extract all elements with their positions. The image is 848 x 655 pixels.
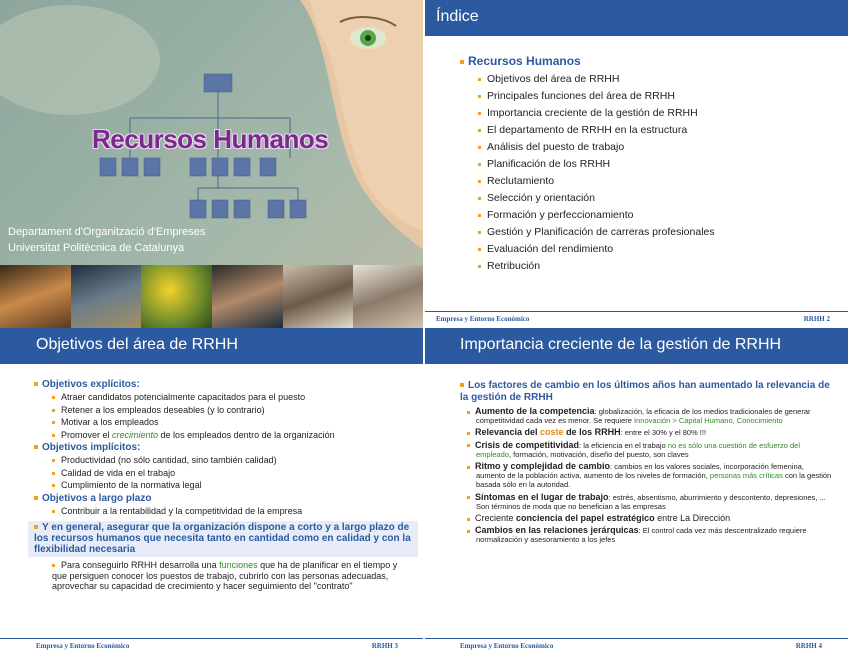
item-text: : entre el 30% y el 80% !!! — [620, 428, 707, 438]
item-title: de los RRHH — [563, 427, 621, 438]
bullet-dot-icon — [52, 510, 55, 513]
bullet-dot-icon — [52, 421, 55, 424]
list-item-text: Retribución — [487, 260, 541, 272]
footer-page: RRHH 3 — [371, 642, 398, 650]
long-term-heading — [34, 492, 404, 505]
item-text: : globalización, la eficacia de los medios tradicionales de generar competitividad cada vez es menor. Se requiere — [476, 407, 811, 426]
footer-course: Empresa y Entorno Económico — [36, 642, 130, 650]
list-item — [478, 173, 715, 190]
index-heading-text: Recursos Humanos — [468, 54, 581, 68]
cover-photo-strip — [0, 265, 424, 328]
highlight-text — [34, 522, 412, 555]
bullet-dot-icon — [52, 434, 55, 437]
bullet-square-icon — [34, 382, 38, 386]
item-highlight: personas más críticas — [709, 471, 783, 481]
highlight-box — [28, 521, 418, 557]
item-title: Ritmo y complejidad de cambio — [475, 461, 611, 472]
list-item-text: Contribuir a la rentabilidad y la competitividad de la empresa — [61, 505, 303, 516]
list-item — [52, 479, 404, 492]
item-text: , formación, motivación, diseño del puesto, son claves — [508, 449, 689, 459]
list-item-text: Objetivos del área de RRHH — [487, 73, 620, 85]
list-item — [52, 505, 404, 518]
implicit-heading — [34, 441, 404, 454]
list-item-text: Calidad de vida en el trabajo — [61, 467, 176, 478]
footer-page: RRHH 4 — [795, 642, 822, 650]
title-bar — [0, 328, 424, 364]
list-item — [476, 514, 832, 523]
text-part: que ha de planificar en el tiempo y que persiguen conocer los puestos de trabajo, cubrirlo con las personas adecuadas, aprovechar su capacidad de crecimiento y hacer seguimiento del "contrato" — [52, 560, 398, 591]
item-highlight: coste — [540, 427, 564, 438]
bullet-dot-icon — [52, 472, 55, 475]
list-item — [478, 258, 715, 275]
text-part: Para conseguirlo RRHH desarrolla una — [61, 560, 220, 570]
bullet-dot-icon — [478, 214, 481, 217]
bullet-dot-icon — [52, 396, 55, 399]
bullet-dot-icon — [478, 197, 481, 200]
item-title: Crisis de competitividad — [475, 439, 580, 450]
bullet-dot-icon — [52, 564, 55, 567]
bullet-dot-icon — [467, 518, 470, 521]
cover-department — [8, 224, 205, 256]
item-title: Cambios en las relaciones jerárquicas — [475, 525, 639, 536]
list-item — [476, 493, 832, 511]
item-text: entre La Dirección — [654, 513, 731, 524]
list-item — [476, 462, 832, 490]
slide-title: Índice — [436, 8, 479, 25]
list-item-text: Cumplimiento de la normativa legal — [61, 480, 202, 490]
bullet-dot-icon — [478, 146, 481, 149]
item-title: Síntomas en el lugar de trabajo — [475, 491, 609, 502]
index-slide — [424, 0, 848, 328]
list-item-text: Análisis del puesto de trabajo — [487, 141, 625, 153]
list-item — [476, 428, 832, 437]
importance-slide — [424, 328, 848, 655]
slide-divider — [423, 0, 425, 655]
item-text: : estrés, absentismo, aburrimiento y descontento, depresiones, ... Son términos de moda que no benefician a las empresas — [476, 492, 826, 511]
item-title: conciencia del papel estratégico — [516, 513, 655, 524]
list-item — [52, 429, 404, 442]
bullet-dot-icon — [478, 248, 481, 251]
list-item — [52, 560, 404, 592]
slide-footer — [424, 311, 848, 328]
list-item-text: Formación y perfeccionamiento — [487, 209, 634, 221]
footer-course: Empresa y Entorno Económico — [460, 642, 554, 650]
photo-5 — [283, 265, 354, 328]
bullet-square-icon — [460, 60, 464, 64]
importance-heading — [460, 380, 832, 404]
list-item — [52, 404, 404, 417]
item-text: con la gestión basada sólo en la autoridad. — [476, 471, 832, 490]
bullet-dot-icon — [467, 411, 470, 414]
photo-4 — [212, 265, 283, 328]
item-title: Aumento de la competencia — [475, 406, 595, 416]
objectives-slide — [0, 328, 424, 655]
bullet-square-icon — [34, 525, 38, 529]
list-item-text: Importancia creciente de la gestión de RRHH — [487, 107, 698, 119]
objectives-body — [34, 378, 411, 592]
list-item-text: Atraer candidatos potencialmente capacitados para el puesto — [61, 392, 306, 402]
list-item — [478, 88, 715, 105]
list-item — [478, 156, 715, 173]
heading-text: Objetivos implícitos: — [42, 442, 141, 453]
list-item-text: Selección y orientación — [487, 192, 595, 204]
list-item-text: El departamento de RRHH en la estructura — [487, 124, 688, 136]
photo-2 — [71, 265, 142, 328]
bullet-dot-icon — [478, 78, 481, 81]
list-item — [478, 207, 715, 224]
list-item — [52, 391, 404, 404]
bullet-dot-icon — [52, 484, 55, 487]
list-item — [478, 122, 715, 139]
bullet-dot-icon — [467, 444, 470, 447]
list-item-text: Planificación de los RRHH — [487, 158, 611, 170]
list-item-text: Principales funciones del área de RRHH — [487, 90, 675, 102]
item-text: : la eficiencia en el trabajo — [579, 440, 668, 450]
slide-title: Objetivos del área de RRHH — [36, 336, 238, 353]
highlight-body: Y en general, asegurar que la organización dispone a corto y a largo plazo de los recursos humanos que necesita tanto en cantidad como en calidad y con la flexibilidad necesaria — [34, 522, 411, 555]
list-item — [478, 190, 715, 207]
list-item — [476, 526, 832, 544]
bullet-square-icon — [460, 383, 464, 387]
photo-1 — [0, 265, 71, 328]
bullet-dot-icon — [467, 466, 470, 469]
photo-3 — [141, 265, 212, 328]
explicit-heading — [34, 378, 404, 391]
list-item — [478, 105, 715, 122]
list-item — [478, 139, 715, 156]
highlight-word: crecimiento — [112, 429, 159, 440]
slide-title: Importancia creciente de la gestión de RRHH — [460, 336, 782, 353]
list-item-text: Motivar a los empleados — [61, 417, 159, 427]
bullet-dot-icon — [52, 409, 55, 412]
index-heading — [460, 54, 581, 68]
bullet-dot-icon — [478, 163, 481, 166]
list-item-text: Evaluación del rendimiento — [487, 243, 614, 255]
list-item — [52, 416, 404, 429]
cover-title: Recursos Humanos — [92, 124, 329, 154]
slide-footer — [424, 638, 848, 655]
bullet-square-icon — [34, 496, 38, 500]
bullet-dot-icon — [467, 496, 470, 499]
department-name: Departament d'Organització d'Empreses — [8, 226, 206, 238]
item-text: : El control cada vez más descentralizado requiere normalización y asesoramiento a los jefes — [476, 526, 807, 545]
list-item — [478, 224, 715, 241]
bullet-dot-icon — [478, 95, 481, 98]
list-item — [476, 441, 832, 459]
bullet-dot-icon — [52, 459, 55, 462]
item-text: : cambios en los valores sociales, incorporación femenina, aumento de la población activa, aumento de los niveles de formación, — [476, 462, 804, 481]
bullet-dot-icon — [478, 129, 481, 132]
text-part: Promover el — [61, 429, 113, 440]
list-item — [476, 407, 832, 425]
importance-body — [460, 380, 832, 545]
title-bar — [424, 0, 848, 36]
bullet-square-icon — [34, 445, 38, 449]
text-part: de los empleados dentro de la organización — [158, 429, 335, 440]
item-text: Creciente — [475, 513, 517, 524]
bullet-dot-icon — [478, 231, 481, 234]
heading-text: Objetivos a largo plazo — [42, 492, 152, 504]
bullet-dot-icon — [478, 112, 481, 115]
list-item-text: Reclutamiento — [487, 175, 555, 187]
bullet-dot-icon — [467, 530, 470, 533]
bullet-dot-icon — [478, 180, 481, 183]
item-title: Relevancia del — [475, 427, 541, 438]
footer-course: Empresa y Entorno Económico — [436, 315, 530, 323]
list-item — [478, 71, 715, 88]
bullet-dot-icon — [478, 265, 481, 268]
heading-text: Los factores de cambio en los últimos años han aumentado la relevancia de la gestión de RRHH — [460, 380, 830, 403]
list-item — [478, 241, 715, 258]
footer-page: RRHH 2 — [803, 315, 830, 323]
heading-text: Objetivos explícitos: — [42, 379, 140, 390]
list-item — [52, 467, 404, 480]
university-name: Universitat Politècnica de Catalunya — [8, 242, 185, 254]
slide-footer — [0, 638, 424, 655]
photo-6 — [353, 265, 424, 328]
item-highlight: no es sólo una cuestión de esfuerzo del empleado — [476, 440, 801, 459]
highlight-word: funciones — [219, 560, 258, 570]
cover-slide — [0, 0, 424, 328]
list-item-text: Retener a los empleados deseables (y lo contrario) — [61, 404, 265, 415]
list-item — [52, 454, 404, 467]
index-list — [478, 71, 715, 275]
list-item-text: Productividad (no sólo cantidad, sino también calidad) — [61, 455, 277, 465]
item-highlight: Innovación > Capital Humano, Conocimiento — [634, 416, 783, 426]
list-item-text: Gestión y Planificación de carreras profesionales — [487, 226, 715, 238]
bullet-dot-icon — [467, 432, 470, 435]
title-bar — [424, 328, 848, 364]
